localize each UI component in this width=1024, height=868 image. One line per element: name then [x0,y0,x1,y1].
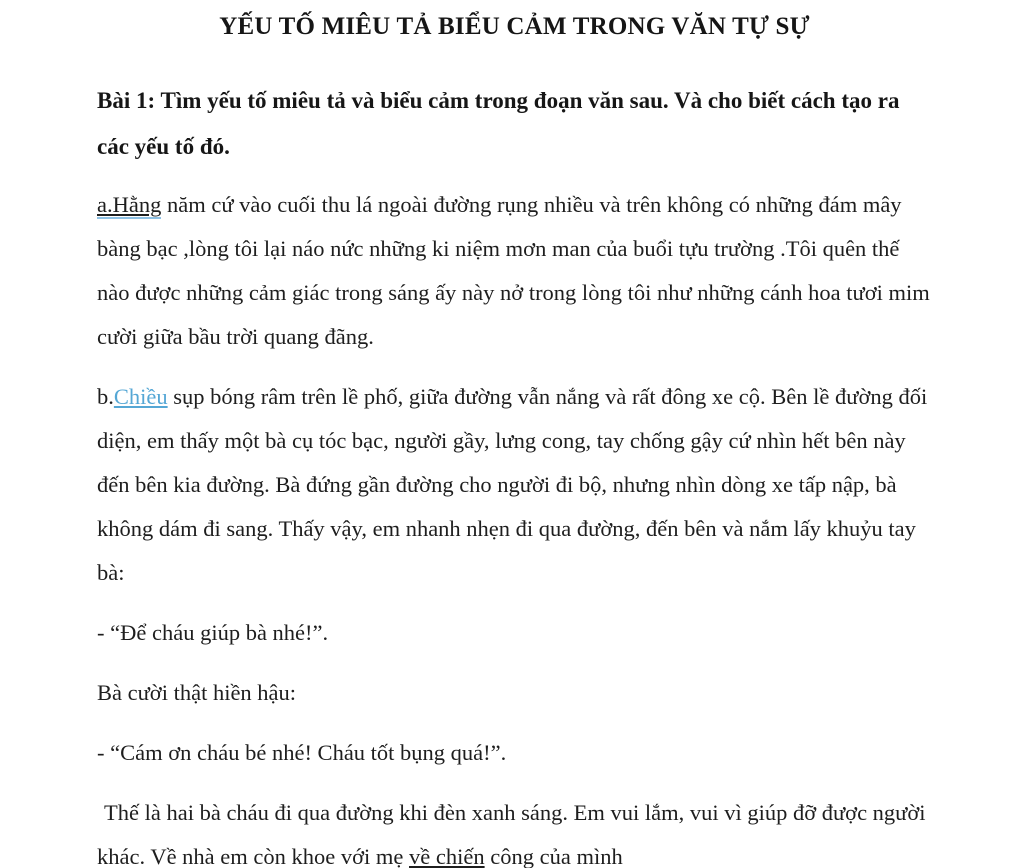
passage-a-marker-link[interactable]: a.Hằng [97,192,162,217]
passage-a-text: năm cứ vào cuối thu lá ngoài đường rụng nhiều và trên không có những đám mây bàng bạc ,lòng tôi lại náo nức những ki niệm mơn man của buổi tựu trường .Tôi quên thế nào được những cảm giác trong sáng ấy này nở trong lòng tôi như những cánh hoa tươi mim cười giữa bầu trời quang đãng. [97,192,930,349]
closing-paragraph [97,791,932,868]
closing-underlined-phrase: về chiến [409,844,485,868]
dialog-thanks-line: - “Cám ơn cháu bé nhé! Cháu tốt bụng quá!”. [97,740,507,765]
closing-text-before: Thế là hai bà cháu đi qua đường khi đèn xanh sáng. Em vui lắm, vui vì giúp đỡ được người khác. Về nhà em còn khoe với mẹ [97,800,926,868]
passage-b [97,375,932,595]
exercise-1-heading: Bài 1: Tìm yếu tố miêu tả và biểu cảm trong đoạn văn sau. Và cho biết cách tạo ra các yếu tố đó. [97,88,900,159]
passage-b-chieu-link[interactable]: Chiều [113,384,168,409]
document-title: YẾU TỐ MIÊU TẢ BIỂU CẢM TRONG VĂN TỰ SỰ [219,13,810,40]
passage-a [97,183,932,359]
closing-text-after: công của mình [484,844,623,868]
passage-b-text: sụp bóng râm trên lề phố, giữa đường vẫn nắng và rất đông xe cộ. Bên lề đường đối diện, em thấy một bà cụ tóc bạc, người gầy, lưng cong, tay chống gậy cứ nhìn hết bên này đến bên kia đường. Bà đứng gần đường cho người đi bộ, nhưng nhìn dòng xe tấp nập, bà không dám đi sang. Thấy vậy, em nhanh nhẹn đi qua đường, đến bên và nắm lấy khuỷu tay bà: [97,384,928,585]
dialog-offer-line: - “Để cháu giúp bà nhé!”. [97,620,329,645]
narration-line: Bà cười thật hiền hậu: [97,680,297,705]
passage-b-marker: b. [97,384,114,409]
